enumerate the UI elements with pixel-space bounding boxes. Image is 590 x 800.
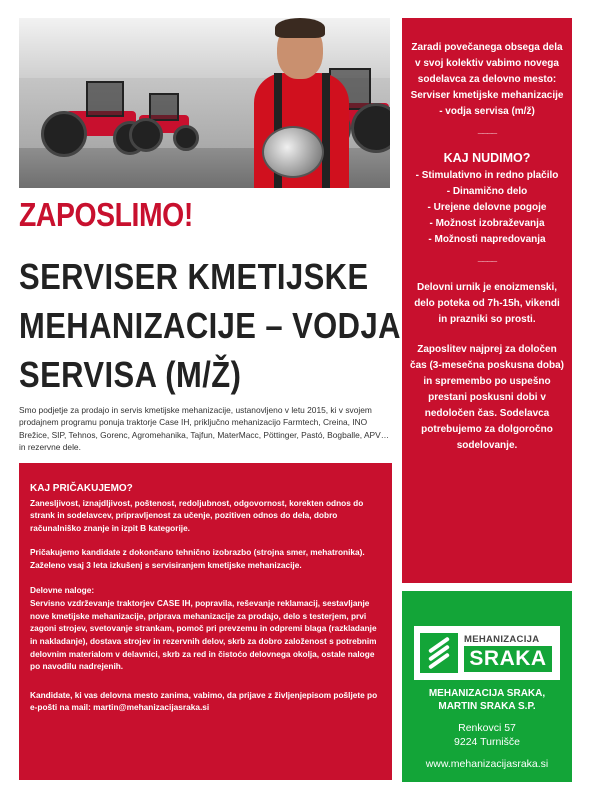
offer-item: - Urejene delovne pogoje (427, 202, 547, 213)
company-panel (402, 591, 572, 782)
offer-item: - Možnost izobraževanja (429, 218, 545, 229)
offer-header: KAJ NUDIMO? (443, 151, 531, 165)
position-title-line: SERVISER KMETIJSKE (19, 256, 369, 297)
expectations-education: Pričakujemo kandidate z dokončano tehnično izobrazbo (strojna smer, mehatronika). Zaželeno vsaj 3 leta izkušenj s servisiranjem kmetijske mehanizacije. (30, 547, 365, 570)
offer-item: - Dinamično delo (446, 186, 528, 197)
work-schedule: Delovni urnik je enoizmenski, delo poteka od 7h-15h, vikendi in prazniki so prosti. (414, 282, 560, 325)
company-address (408, 721, 566, 749)
sidebar-intro: Zaradi povečanega obsega dela v svoj kolektiv vabimo novega sodelavca za delovno mesto: Serviser kmetijske mehanizacije - vodja servisa (m/ž) (410, 42, 564, 117)
contract-info: Zaposlitev najprej za določen čas (3-mesečna poskusna doba) in spremembo po uspešno prestani poskusni dobi v nedoločen čas. Sodelavca potrebujemo za dolgoročno sodelovanje. (410, 344, 564, 451)
hiring-title: ZAPOSLIMO! (19, 196, 193, 233)
company-name-line: MEHANIZACIJA SRAKA, (428, 688, 546, 699)
expectations-panel (19, 463, 392, 780)
expectations-qualities: Zanesljivost, iznajdljivost, poštenost, redoljubnost, odgovornost, korekten odnos do strank in sodelavcev, pripravljenost za učenje, pozitiven odnos do dela, dobro računalniško znanje in izpit B kategorije. (30, 497, 364, 533)
offer-item: - Stimulativno in redno plačilo (415, 170, 559, 181)
offer-item: - Možnosti napredovanja (428, 234, 546, 245)
company-intro: Smo podjetje za prodajo in servis kmetijske mehanizacije, ustanovljeno v letu 2015, ki v svojem prodajnem programu ponuja traktorje Case IH, priključno mehanizacijo Farmtech, Creina, INO Brežice, SIP, Tehnos, Gorenc, Agromehanika, Tajfun, MaterMacc, Pöttinger, Pastó, Bogballe, APV… in rezervne dele. (19, 405, 390, 452)
position-title (19, 252, 401, 399)
separator: ____ (477, 252, 497, 263)
hero-photo (19, 18, 390, 188)
website-link[interactable]: www.mehanizacijasraka.si (425, 758, 549, 770)
position-title-line: MEHANIZACIJE – VODJA (19, 305, 401, 346)
address-line: Renkovci 57 (458, 722, 516, 734)
position-title-line: SERVISA (M/Ž) (19, 354, 242, 395)
company-name-line: MARTIN SRAKA S.P. (438, 701, 536, 712)
company-logo (414, 626, 560, 680)
company-name (408, 687, 566, 713)
leaf-logo-icon (420, 633, 458, 673)
expectations-header: KAJ PRIČAKUJEMO? (30, 483, 133, 494)
apply-instructions: Kandidate, ki vas delovna mesto zanima, vabimo, da prijave z življenjepisom pošljete po e-pošti na mail: martin@mehanizacijasraka.si (30, 689, 378, 713)
turbocharger-part (262, 126, 324, 178)
logo-text-small: MEHANIZACIJA (464, 634, 540, 645)
tasks-text: Servisno vzdrževanje traktorjev CASE IH, popravila, reševanje reklamacij, sestavljanje nove kmetijske mehanizacije, priprava mehanizacije za prodajo, delo s testerjem, prvi zagoni strojev, svetovanje strankam, pomoč pri prevzemu in odpremi blaga (razkladanje in nakladanje), dostava strojev in rezervnih delov, skrb za dobro založenost s potrebnim delovnim materialom v delavnici, skrb za red in čistoćo delovnega okolja, ostale naloge po navodilu nadrejenih. (30, 598, 377, 672)
separator: ____ (477, 124, 497, 135)
logo-text-big: SRAKA (464, 646, 552, 672)
tractor-middle (129, 93, 199, 153)
address-line: 9224 Turnišče (454, 736, 520, 748)
tasks-header: Delovne naloge: (30, 584, 95, 595)
offer-panel (402, 18, 572, 583)
